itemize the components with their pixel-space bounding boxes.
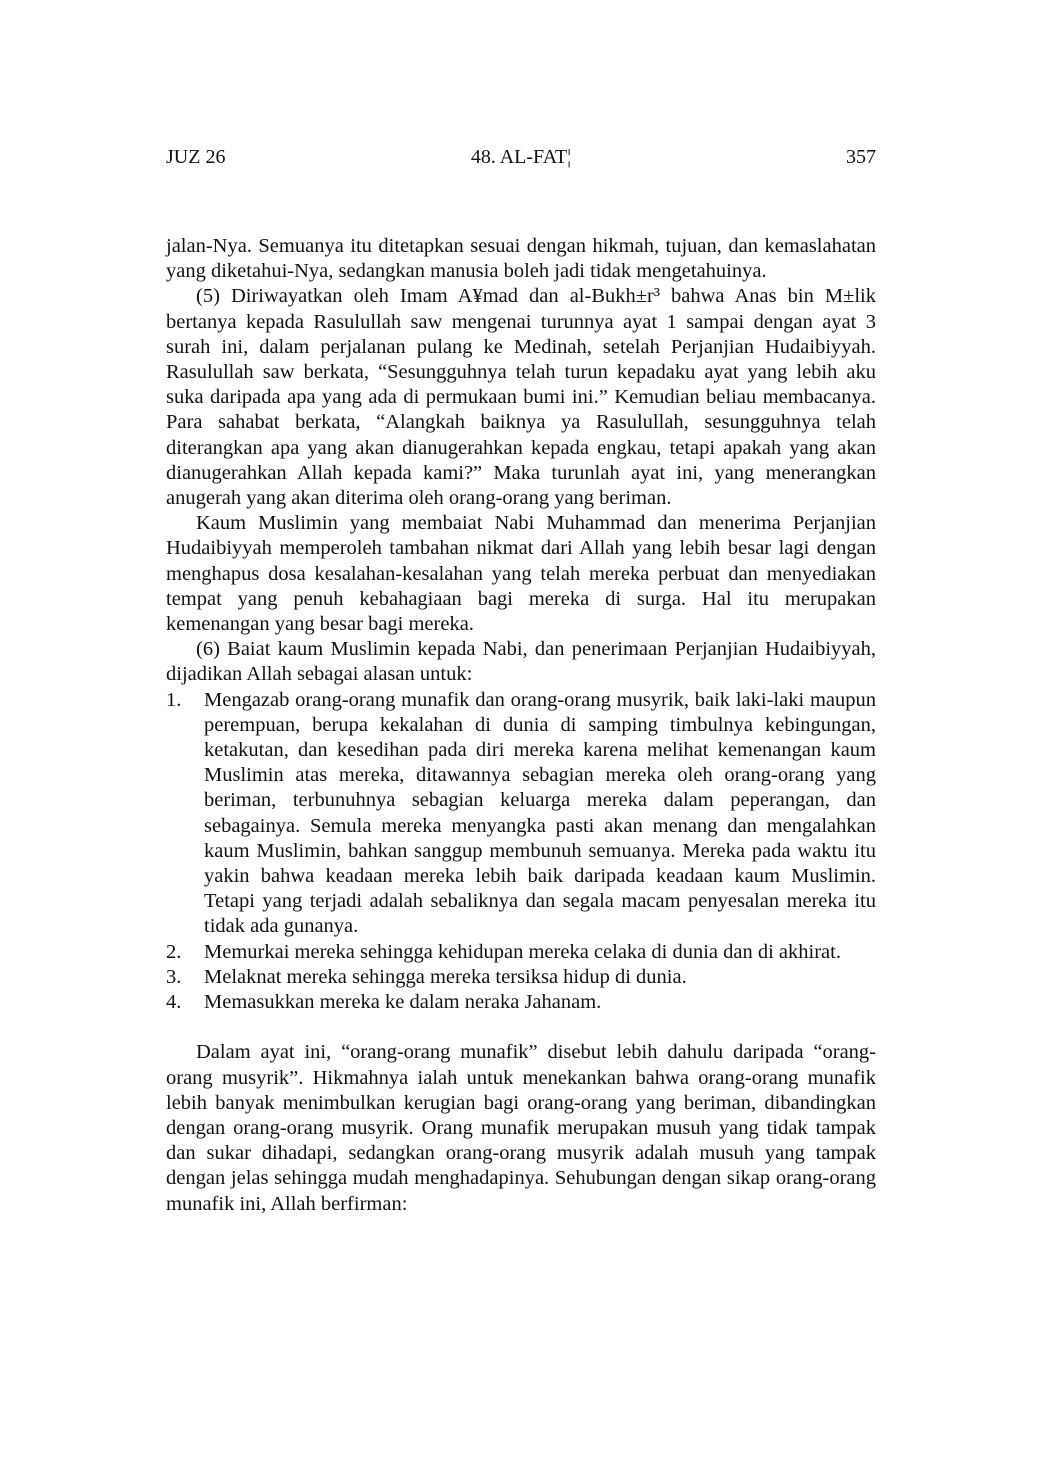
- list-item: [166, 990, 876, 1015]
- page-number: 357: [846, 146, 876, 168]
- list-item-text: Memurkai mereka sehingga kehidupan mereka celaka di dunia dan di akhirat.: [204, 940, 841, 963]
- reasons-list: [166, 688, 876, 1016]
- list-item: [166, 965, 876, 990]
- list-item: [166, 688, 876, 940]
- page-header: [166, 146, 876, 176]
- list-item-number: 2.: [166, 940, 182, 963]
- paragraph-continuation: jalan-Nya. Semuanya itu ditetapkan sesuai dengan hikmah, tujuan, dan kemaslahatan yang diketahui-Nya, sedangkan manusia boleh jadi tidak mengetahuinya.: [166, 235, 876, 283]
- paragraph-kaum-muslimin: Kaum Muslimin yang membaiat Nabi Muhammad dan menerima Perjanjian Hudaibiyyah memperoleh tambahan nikmat dari Allah yang lebih besar lagi dengan menghapus dosa kesalahan-kesalahan yang telah mereka perbuat dan menyediakan tempat yang penuh kebahagiaan bagi mereka di surga. Hal itu merupakan kemenangan yang besar bagi mereka.: [166, 512, 876, 636]
- section-spacer: [166, 1015, 876, 1040]
- list-item-number: 3.: [166, 965, 182, 988]
- list-item-number: 4.: [166, 991, 182, 1014]
- paragraph-munafik: Dalam ayat ini, “orang-orang munafik” disebut lebih dahulu daripada “orang-orang musyrik”. Hikmahnya ialah untuk menekankan bahwa orang-orang munafik lebih banyak menimbulkan kerugian bagi orang-orang yang beriman, dibandingkan dengan orang-orang musyrik. Orang munafik merupakan musuh yang tidak tampak dan sukar dihadapi, sedangkan orang-orang musyrik adalah musuh yang tampak dengan jelas sehingga mudah menghadapinya. Sehubungan dengan sikap orang-orang munafik ini, Allah berfirman:: [166, 1041, 876, 1215]
- page-body: [166, 234, 876, 1217]
- juz-label: JUZ 26: [166, 146, 226, 168]
- list-item-text: Memasukkan mereka ke dalam neraka Jahanam.: [204, 991, 602, 1014]
- list-item-text: Melaknat mereka sehingga mereka tersiksa hidup di dunia.: [204, 965, 687, 988]
- list-item-text: Mengazab orang-orang munafik dan orang-orang musyrik, baik laki-laki maupun perempuan, berupa kekalahan di dunia di samping timbulnya kebingungan, ketakutan, dan kesedihan pada diri mereka karena melihat kemenangan kaum Muslimin atas mereka, ditawannya sebagian mereka oleh orang-orang yang beriman, terbunuhnya sebagian keluarga mereka dalam peperangan, dan sebagainya. Semula mereka menyangka pasti akan menang dan mengalahkan kaum Muslimin, bahkan sanggup membunuh semuanya. Mereka pada waktu itu yakin bahwa keadaan mereka lebih baik daripada keadaan kaum Muslimin. Tetapi yang terjadi adalah sebaliknya dan segala macam penyesalan mereka itu tidak ada gunanya.: [204, 688, 876, 938]
- paragraph-verse-5: (5) Diriwayatkan oleh Imam A¥mad dan al-Bukh±r³ bahwa Anas bin M±lik bertanya kepada Rasulullah saw mengenai turunnya ayat 1 sampai dengan ayat 3 surah ini, dalam perjalanan pulang ke Medinah, setelah Perjanjian Hudaibiyyah. Rasulullah saw berkata, “Sesungguhnya telah turun kepadaku ayat yang lebih aku suka daripada apa yang ada di permukaan bumi ini.” Kemudian beliau membacanya. Para sahabat berkata, “Alangkah baiknya ya Rasulullah, sesungguhnya telah diterangkan apa yang akan dianugerahkan kepada engkau, tetapi apakah yang akan dianugerahkan Allah kepada kami?” Maka turunlah ayat ini, yang menerangkan anugerah yang akan diterima oleh orang-orang yang beriman.: [166, 285, 876, 510]
- paragraph-verse-6: (6) Baiat kaum Muslimin kepada Nabi, dan penerimaan Perjanjian Hudaibiyyah, dijadikan Allah sebagai alasan untuk:: [166, 638, 876, 686]
- surah-title: 48. AL-FAT¦: [470, 146, 572, 168]
- list-item: [166, 940, 876, 965]
- list-item-number: 1.: [166, 688, 182, 711]
